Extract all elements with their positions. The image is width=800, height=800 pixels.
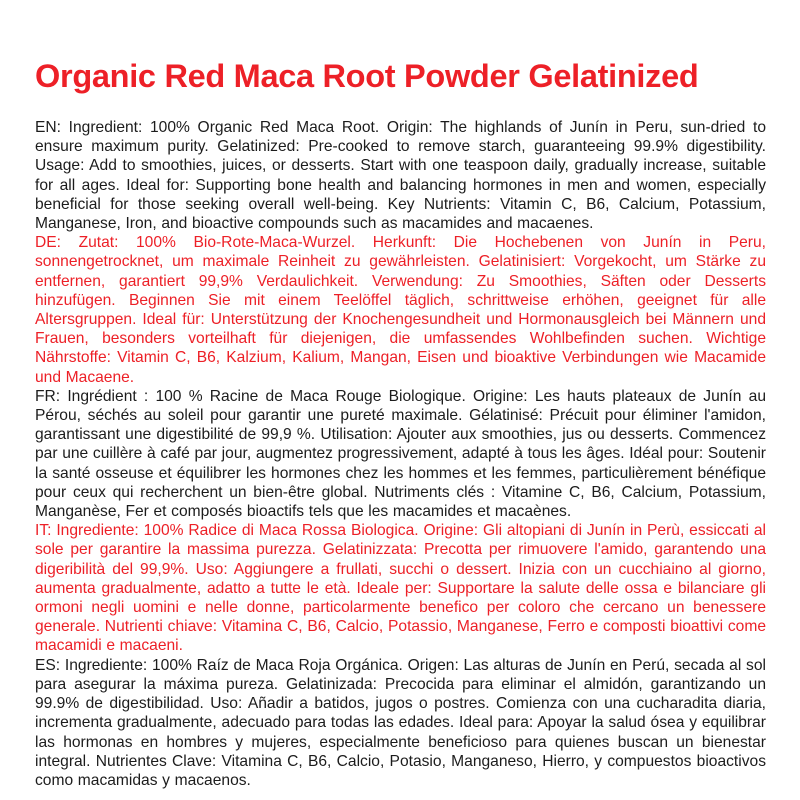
paragraph-it: IT: Ingrediente: 100% Radice di Maca Rossa Biologica. Origine: Gli altopiani di Junín in Perù, essiccati al sole per garantire la massima purezza. Gelatinizzata: Precotta per rimuovere l'amido, garantendo una digeribilità del 99,9%. Uso: Aggiungere a frullati, succhi o dessert. Inizia con un cucchiaino al giorno, aumenta gradualmente, adatto a tutte le età. Ideale per: Supportare la salute delle ossa e bilanciare gli ormoni negli uomini e nelle donne, particolarmente benefico per coloro che cercano un benessere generale. Nutrienti chiave: Vitamina C, B6, Calcio, Potassio, Manganese, Ferro e composti bioattivi come macamidi e macaeni. <box>35 522 766 655</box>
paragraph-en: EN: Ingredient: 100% Organic Red Maca Root. Origin: The highlands of Junín in Peru, sun-dried to ensure maximum purity. Gelatinized: Pre-cooked to remove starch, guaranteeing 99.9% digestibility. Usage: Add to smoothies, juices, or desserts. Start with one teaspoon daily, gradually increase, suitable for all ages. Ideal for: Supporting bone health and balancing hormones in men and women, especially beneficial for those seeking overall well-being. Key Nutrients: Vitamin C, B6, Calcium, Potassium, Manganese, Iron, and bioactive compounds such as macamides and macaenes. <box>35 119 766 233</box>
product-label-page <box>35 59 766 790</box>
paragraph-fr: FR: Ingrédient : 100 % Racine de Maca Rouge Biologique. Origine: Les hauts plateaux de Junín au Pérou, séchés au soleil pour garantir une pureté maximale. Gélatinisé: Précuit pour éliminer l'amidon, garantissant une digestibilité de 99,9 %. Utilisation: Ajouter aux smoothies, jus ou desserts. Commencez par une cuillère à café par jour, augmentez progressivement, adapté à tous les âges. Idéal pour: Soutenir la santé osseuse et équilibrer les hormones chez les hommes et les femmes, particulièrement bénéfique pour ceux qui recherchent un bien-être global. Nutriments clés : Vitamine C, B6, Calcium, Potassium, Manganèse, Fer et composés bioactifs tels que les macamides et macaènes. <box>35 387 766 521</box>
page-title: Organic Red Maca Root Powder Gelatinized <box>35 58 699 94</box>
paragraph-es: ES: Ingrediente: 100% Raíz de Maca Roja Orgánica. Origen: Las alturas de Junín en Perú, secada al sol para asegurar la máxima pureza. Gelatinizada: Precocida para eliminar el almidón, garantizando un 99.9% de digestibilidad. Uso: Añadir a batidos, jugos o postres. Comienza con una cucharadita diaria, incrementa gradualmente, adecuado para todas las edades. Ideal para: Apoyar la salud ósea y equilibrar las hormonas en hombres y mujeres, especialmente beneficioso para quienes buscan un bienestar integral. Nutrientes Clave: Vitamina C, B6, Calcio, Potasio, Manganeso, Hierro, y compuestos bioactivos como macamidas y macaenos. <box>35 656 766 789</box>
paragraph-de: DE: Zutat: 100% Bio-Rote-Maca-Wurzel. Herkunft: Die Hochebenen von Junín in Peru, sonnengetrocknet, um maximale Reinheit zu gewährleisten. Gelatinisiert: Vorgekocht, um Stärke zu entfernen, garantiert 99,9% Verdaulichkeit. Verwendung: Zu Smoothies, Säften oder Desserts hinzufügen. Beginnen Sie mit einem Teelöffel täglich, schrittweise erhöhen, geeignet für alle Altersgruppen. Ideal für: Unterstützung der Knochengesundheit und Hormonausgleich bei Männern und Frauen, besonders vorteilhaft für diejenigen, die umfassendes Wohlbefinden suchen. Wichtige Nährstoffe: Vitamin C, B6, Kalzium, Kalium, Mangan, Eisen und bioaktive Verbindungen wie Macamide und Macaene. <box>35 234 766 386</box>
